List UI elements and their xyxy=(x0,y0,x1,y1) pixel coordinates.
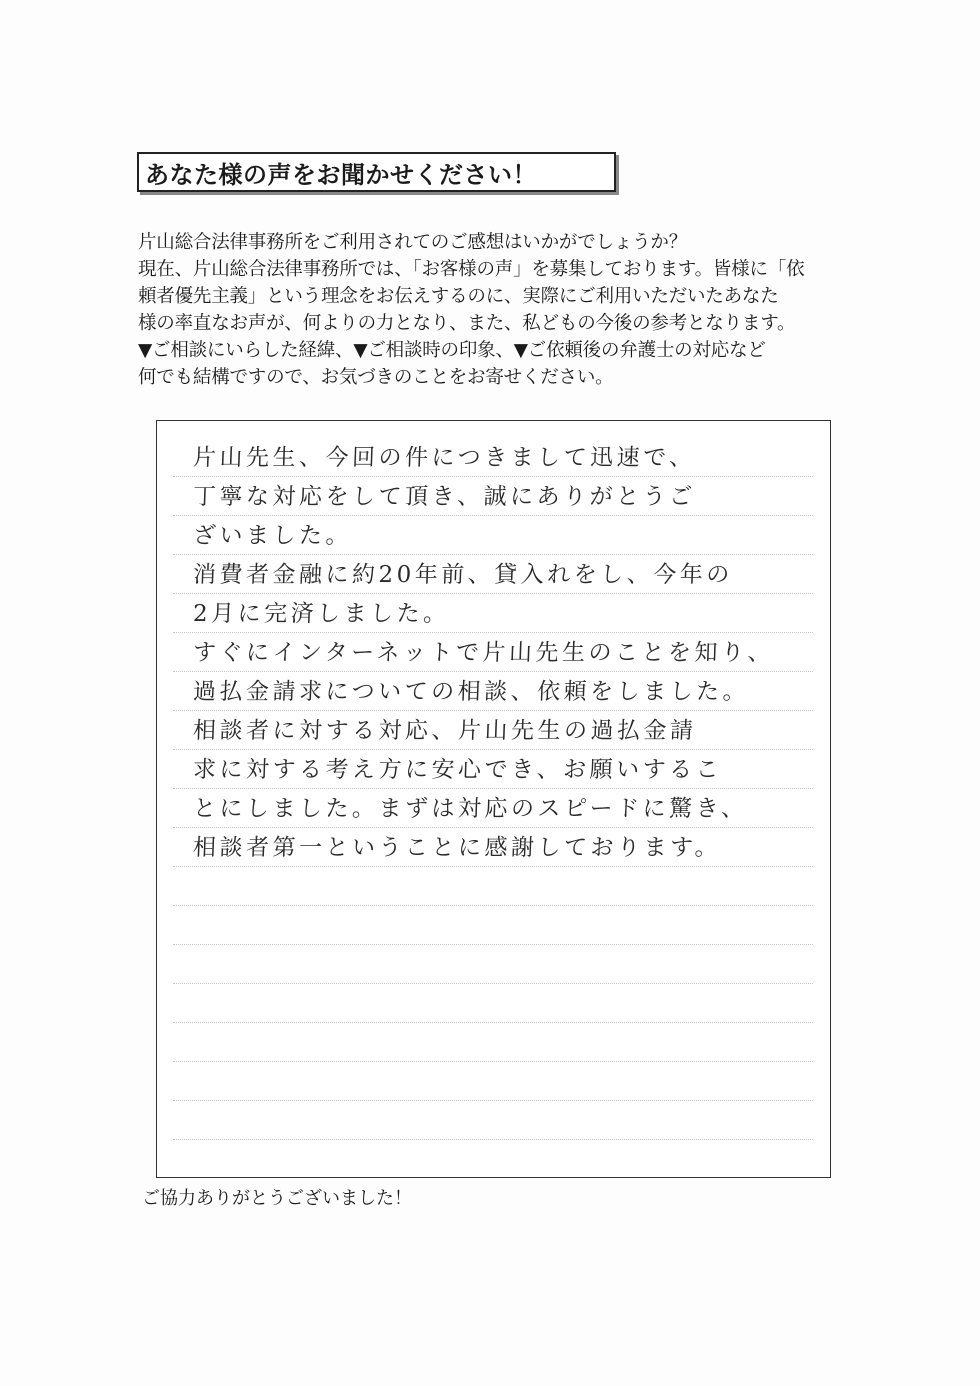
handwritten-line: とにしました。まずは対応のスピードに驚き、 xyxy=(192,796,749,822)
ruled-line xyxy=(173,983,813,984)
intro-line: ▼ご相談にいらした経緯、▼ご相談時の印象、▼ご依頼後の弁護士の対応など xyxy=(138,340,766,361)
handwritten-line: 2月に完済しました。 xyxy=(192,601,451,627)
intro-paragraph xyxy=(138,229,848,391)
closing-thanks: ご協力ありがとうございました！ xyxy=(142,1188,412,1209)
handwritten-comment xyxy=(193,439,823,868)
heading-box xyxy=(137,152,616,192)
intro-line: 現在、片山総合法律事務所では、「お客様の声」を募集しております。皆様に「依 xyxy=(138,259,805,280)
handwritten-line: 過払金請求についての相談、依頼をしました。 xyxy=(192,679,750,705)
page-title: あなた様の声をお聞かせください！ xyxy=(145,160,537,189)
handwritten-line: 相談者第一ということに感謝しております。 xyxy=(192,835,722,861)
handwritten-line: 丁寧な対応をして頂き、誠にありがとうご xyxy=(192,484,697,510)
handwritten-answer-box xyxy=(156,420,831,1178)
intro-line: 片山総合法律事務所をご利用されてのご感想はいかがでしょうか？ xyxy=(138,232,688,253)
ruled-line xyxy=(173,944,813,945)
handwritten-line: ざいました。 xyxy=(192,523,353,549)
handwritten-line: すぐにインターネットで片山先生のことを知り、 xyxy=(192,640,775,666)
ruled-line xyxy=(173,1061,813,1062)
handwritten-line: 消費者金融に約20年前、貸入れをし、今年の xyxy=(192,562,734,588)
handwritten-line: 片山先生、今回の件につきまして迅速で、 xyxy=(192,445,697,471)
ruled-line xyxy=(173,1100,813,1101)
intro-line: 様の率直なお声が、何よりの力となり、また、私どもの今後の参考となります。 xyxy=(138,313,796,334)
handwritten-line: 求に対する考え方に安心でき、お願いするこ xyxy=(192,757,723,783)
ruled-line xyxy=(173,1139,813,1140)
intro-line: 何でも結構ですので、お気づきのことをお寄せください。 xyxy=(138,367,614,388)
handwritten-line: 相談者に対する対応、片山先生の過払金請 xyxy=(192,718,697,744)
ruled-line xyxy=(173,905,813,906)
intro-line: 頼者優先主義」という理念をお伝えするのに、実際にご利用いただいたあなた xyxy=(138,286,779,307)
ruled-line xyxy=(173,1022,813,1023)
